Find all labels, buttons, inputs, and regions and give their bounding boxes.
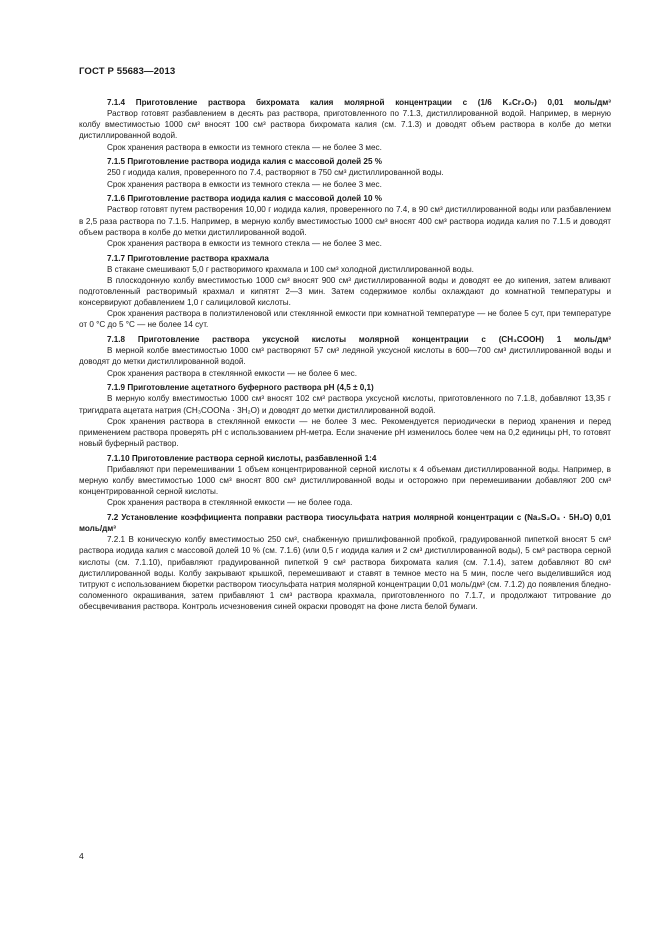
body-paragraph: Срок хранения раствора в стеклянной емкости — не более года. — [107, 498, 353, 508]
section-heading-7-1-4: 7.1.4 Приготовление раствора бихромата калия молярной концентрации с (1/6 K₂Cr₂O₇) 0,01 моль/дм³ — [107, 98, 611, 107]
section-heading-7-1-9: 7.1.9 Приготовление ацетатного буферного раствора pH (4,5 ± 0,1) — [107, 383, 374, 393]
body-paragraph: Раствор готовят путем растворения 10,00 г иодида калия, проверенного по 7.4, в 90 см³ дистиллированной воды или разбавлением в 2,5 раза раствора по 7.1.5. Например, в мерную колбу вместимостью 1000 см³ вносят 400 см³ раствора иодида калия по 7.1.5 и доводят объем раствора в колбе до метки дистиллированной водой. — [79, 205, 611, 237]
standard-header: ГОСТ Р 55683—2013 — [79, 66, 176, 77]
body-paragraph: 250 г иодида калия, проверенного по 7.4, растворяют в 750 см³ дистиллированной воды. — [107, 168, 444, 178]
section-heading-7-1-6: 7.1.6 Приготовление раствора иодида калия с массовой долей 10 % — [107, 194, 382, 204]
section-heading-7-1-7: 7.1.7 Приготовление раствора крахмала — [107, 253, 269, 263]
body-paragraph: Раствор готовят разбавлением в десять раз раствора, приготовленного по 7.1.3, дистиллированной водой. Например, в мерную колбу вместимостью 1000 см³ вносят 100 см³ раствора бихромата калия (см. 7.1.3) и доводят объем раствора в колбе до метки дистиллированной водой. — [79, 109, 611, 141]
body-paragraph: В стакане смешивают 5,0 г растворимого крахмала и 100 см³ холодной дистиллированной воды. — [107, 264, 474, 274]
section-heading-7-2: 7.2 Установление коэффициента поправки раствора тиосульфата натрия молярной концентрации с (Na₂S₂O₃ · 5H₂O) 0,01 моль/дм³ — [79, 512, 611, 534]
body-paragraph: Срок хранения раствора в емкости из темного стекла — не более 3 мес. — [107, 179, 382, 189]
body-paragraph: В плоскодонную колбу вместимостью 1000 см³ вносят 900 см³ дистиллированной воды и доводят ее до кипения, затем вливают подготовленный растворимый крахмал и кипятят 2—3 мин. Затем содержимое колбы охлаждают до комнатной температуры и консервируют добавлением 1,0 г салициловой кислоты. — [79, 275, 611, 308]
body-paragraph: Прибавляют при перемешивании 1 объем концентрированной серной кислоты к 4 объемам дистиллированной воды. Например, в мерную колбу вместимостью 1000 см³ вносят 800 см³ дистиллированной воды и осторожно при перемешивании добавляют 200 см³ концентрированной серной кислоты. — [79, 464, 611, 497]
section-heading-7-1-8: 7.1.8 Приготовление раствора уксусной кислоты молярной концентрации с (CH₃COOH) 1 моль/дм³ — [107, 335, 611, 345]
body-paragraph: В мерной колбе вместимостью 1000 см³ растворяют 57 см³ ледяной уксусной кислоты в 600—700 см³ дистиллированной воды и доводят до метки дистиллированной водой. — [79, 346, 611, 367]
body-paragraph: Срок хранения раствора в емкости из темного стекла — не более 3 мес. — [107, 142, 382, 152]
document-body — [79, 97, 611, 612]
section-heading-7-1-10: 7.1.10 Приготовление раствора серной кислоты, разбавленной 1:4 — [107, 453, 377, 463]
body-paragraph: 7.2.1 В коническую колбу вместимостью 250 см³, снабженную пришлифованной пробкой, градуированной пипеткой вносят 5 см³ раствора иодида калия с массовой долей 10 % (см. 7.1.6) (или 0,5 г иодида калия и 2 см³ дистиллированной воды), 5 см³ раствора серной кислоты (см. 7.1.10), прибавляют градуированной пипеткой 9 см³ раствора бихромата калия (см. 7.1.4), затем добавляют 80 см³ дистиллированной воды. Колбу закрывают крышкой, перемешивают и ставят в темное место на 5 мин, после чего выделившийся иод титруют с использованием бюретки раствором тиосульфата натрия молярной концентрации 0,01 моль/дм³ (см. 7.1.2) до появления бледно-соломенного окрашивания, затем прибавляют 1 см³ раствора крахмала, приготовленного по 7.1.7, и продолжают титрование до обесцвечивания раствора. Контроль исчезновения синей окраски проводят на фоне листа белой бумаги. — [79, 535, 611, 612]
body-paragraph: Срок хранения раствора в стеклянной емкости — не более 6 мес. — [107, 368, 357, 378]
body-paragraph: В мерную колбу вместимостью 1000 см³ вносят 102 см³ раствора уксусной кислоты, приготовленного по 7.1.8, добавляют 13,35 г тригидрата ацетата натрия (CH₃COONa · 3H₂O) и доводят до метки дистиллированной водой. — [79, 394, 611, 415]
page-number: 4 — [79, 851, 84, 861]
body-paragraph: Срок хранения раствора в полиэтиленовой или стеклянной емкости при комнатной температуре — не более 5 сут, при температуре от 0 °С до 5 °С — не более 14 сут. — [79, 309, 611, 330]
body-paragraph: Срок хранения раствора в емкости из темного стекла — не более 3 мес. — [107, 238, 382, 248]
body-paragraph: Срок хранения раствора в стеклянной емкости — не более 3 мес. Рекомендуется периодически в период хранения и перед применением раствора проверять pH с использованием pH-метра. Если значение pH изменилось более чем на 0,2 единицы pH, то готовят новый буферный раствор. — [79, 416, 611, 449]
section-heading-7-1-5: 7.1.5 Приготовление раствора иодида калия с массовой долей 25 % — [107, 157, 382, 167]
